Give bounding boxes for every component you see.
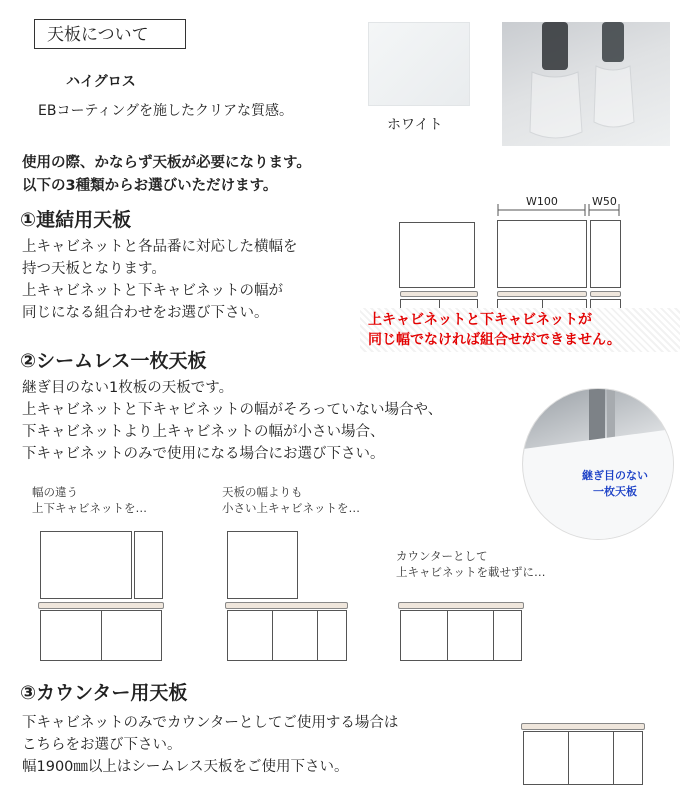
case1-upper-narrow [134,531,163,599]
glass-photo [502,22,670,146]
section2-text [22,377,442,465]
case2-caption [222,484,360,516]
case1-line-1: 幅の違う [32,485,78,499]
warning-box [360,308,680,352]
section2-heading: ②シームレス一枚天板 [20,350,207,372]
section1-text [22,236,298,324]
seamless-label-2: 一枚天板 [593,485,637,498]
finish-name: ハイグロス [66,74,136,90]
intro-line-2: 以下の3種類からお選びいただけます。 [22,178,278,194]
case1-seamless-top [38,602,164,609]
section2-line: 上キャビネットと下キャビネットの幅がそろっていない場合や、 [22,402,443,418]
case1-upper-wide [40,531,132,599]
seamless-top-photo [522,388,674,540]
connecting-top-w100 [497,291,587,297]
case2-upper [227,531,298,599]
section2-line: 下キャビネットより上キャビネットの幅が小さい場合、 [22,424,385,440]
section3-line: こちらをお選び下さい。 [22,737,182,753]
section3-line: 幅1900㎜以上はシームレス天板をご使用下さい。 [22,759,349,775]
section3-line: 下キャビネットのみでカウンターとしてご使用する場合は [22,715,399,731]
section-title: 天板について [34,19,186,49]
case2-seamless-top [225,602,348,609]
case1-caption [32,484,147,516]
seamless-label-1: 継ぎ目のない [582,469,648,482]
section1-line: 同じになる組合わせをお選び下さい。 [22,305,269,321]
intro-line-1: 使用の際、かならず天板が必要になります。 [22,155,311,171]
finish-description: EBコーティングを施したクリアな質感。 [38,103,294,119]
counter-lower-cabinet [523,731,643,785]
dim-w100: W100 [526,195,558,208]
section1-line: 上キャビネットと下キャビネットの幅が [22,283,283,299]
section3-heading: ③カウンター用天板 [20,682,188,704]
case3-lower [400,610,522,661]
case1-lower [40,610,162,661]
case3-caption [396,548,546,580]
white-swatch [368,22,470,106]
section1-line: 持つ天板となります。 [22,261,166,277]
connecting-top [400,291,478,297]
swatch-label: ホワイト [387,117,443,133]
case2-lower [227,610,347,661]
warning-line-2: 同じ幅でなければ組合せができません。 [368,332,621,348]
case2-line-1: 天板の幅よりも [222,485,303,499]
case1-line-2: 上下キャビネットを… [32,501,147,515]
glass-image [502,22,670,146]
section2-line: 下キャビネットのみで使用になる場合にお選び下さい。 [22,446,385,462]
case2-line-2: 小さい上キャビネットを… [222,501,360,515]
seamless-image [523,389,673,539]
counter-top [521,723,645,730]
case3-line-1: カウンターとして [396,549,488,563]
case3-line-2: 上キャビネットを載せずに… [396,565,546,579]
case3-seamless-top [398,602,524,609]
upper-cabinet-w50 [590,220,621,288]
upper-cabinet-w100 [497,220,587,288]
seamless-label [582,468,648,500]
section1-line: 上キャビネットと各品番に対応した横幅を [22,239,298,255]
connecting-top-w50 [590,291,621,297]
dim-w50: W50 [592,195,617,208]
section2-line: 継ぎ目のない1枚板の天板です。 [22,380,234,396]
warning-line-1: 上キャビネットと下キャビネットが [368,312,592,328]
section1-heading: ①連結用天板 [20,209,132,231]
upper-cabinet [399,222,475,288]
section3-text [22,712,398,778]
